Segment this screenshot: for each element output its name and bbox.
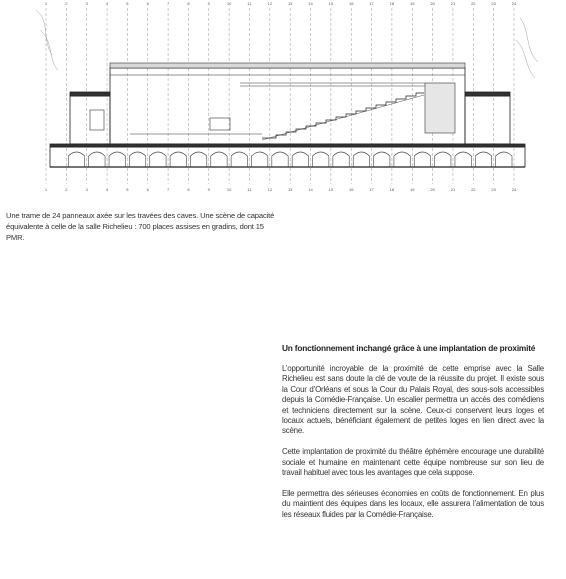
article-paragraph: L’opportunité incroyable de la proximité de cette emprise avec la Salle Richelieu est sans doute la clé de voute de la réussite du projet. Il existe sous la Cour d’Orléans et sous la Cour du Palais Royal, des sous-sols accessibles depuis la Comédie-Française. Un escalier permettra un accès des comédiens et techniciens directement sur la scène. Ceux-ci conservent leurs loges et locaux actuels, bénéficiant également de petites loges en lien direct avec la scène.	[282, 364, 544, 436]
axis-label-top: 18	[389, 1, 395, 6]
axis-label-bottom: 1	[44, 187, 48, 192]
basement-vault	[353, 152, 369, 167]
axis-label-top: 17	[369, 1, 374, 6]
basement-vault	[251, 152, 267, 167]
basement-vault	[394, 152, 410, 167]
basement-vault	[89, 152, 105, 167]
axis-label-top: 3	[85, 1, 88, 6]
axis-label-top: 22	[471, 1, 476, 6]
axis-label-top: 12	[267, 1, 273, 6]
axis-label-top: 5	[126, 1, 129, 6]
axis-labels-bottom	[45, 187, 517, 192]
axis-label-top: 20	[430, 1, 435, 6]
basement-vault	[292, 152, 308, 167]
axis-label-bottom: 8	[187, 187, 190, 192]
basement-vault	[231, 152, 247, 167]
basement-vault	[435, 152, 451, 167]
basement-vault	[150, 152, 166, 167]
building-section-drawing	[30, 0, 545, 195]
axis-label-bottom: 24	[511, 187, 517, 192]
axis-label-top: 10	[226, 1, 232, 6]
axis-label-top: 14	[308, 1, 313, 6]
axis-label-bottom: 19	[410, 187, 415, 192]
drawing-caption	[6, 210, 278, 243]
axis-label-top: 23	[491, 1, 496, 6]
axis-label-bottom: 2	[65, 187, 68, 192]
axis-label-bottom: 6	[146, 187, 149, 192]
basement-vault	[211, 152, 227, 167]
article-paragraph: Cette implantation de proximité du théâtre éphémère encourage une durabilité sociale et humaine en maintenant cette équipe nombreuse sur son lieu de travail habituel avec tous les avantages que cela suppose.	[282, 447, 544, 478]
axis-label-bottom: 9	[207, 187, 210, 192]
basement-vault	[313, 152, 329, 167]
axis-label-bottom: 10	[226, 187, 232, 192]
axis-label-bottom: 11	[247, 187, 252, 192]
article-paragraph: Elle permettra des sérieuses économies en coûts de fonctionnement. En plus du maintient des équipes dans les locaux, elle assurera l’alimentation de tous les réseaux fluides par la Comédie-Française.	[282, 489, 544, 519]
axis-label-top: 2	[65, 1, 68, 6]
stage-area	[90, 110, 262, 134]
basement-vault	[455, 152, 471, 167]
axis-label-top: 11	[247, 1, 252, 6]
axis-label-bottom: 16	[348, 187, 354, 192]
axis-label-bottom: 3	[85, 187, 88, 192]
axis-label-top: 1	[44, 1, 48, 6]
axis-label-bottom: 15	[328, 187, 334, 192]
axis-label-bottom: 23	[491, 187, 496, 192]
axis-label-bottom: 21	[450, 187, 456, 192]
basement-vault	[374, 152, 390, 167]
upper-balcony	[240, 83, 455, 133]
basement-vault	[170, 152, 186, 167]
axis-label-top: 8	[187, 1, 190, 6]
axis-label-bottom: 5	[126, 187, 129, 192]
basement-vault	[129, 152, 145, 167]
axis-labels-top	[45, 1, 517, 6]
basement-vault	[190, 152, 206, 167]
axis-label-bottom: 12	[267, 187, 273, 192]
caption-text: Une trame de 24 panneaux axée sur les travées des caves. Une scène de capacité équivalente à celle de la salle Richelieu : 700 places assises en gradins, dont 15 PMR.	[6, 211, 275, 242]
article-section	[282, 343, 544, 531]
axis-label-bottom: 17	[369, 187, 374, 192]
basement-vault	[414, 152, 430, 167]
axis-label-top: 4	[105, 1, 109, 6]
axis-label-bottom: 20	[430, 187, 435, 192]
basement-vault	[475, 152, 491, 167]
axis-label-top: 13	[287, 1, 293, 6]
axis-label-top: 24	[511, 1, 517, 6]
axis-label-top: 15	[328, 1, 334, 6]
article-heading: Un fonctionnement inchangé grâce à une implantation de proximité	[282, 343, 536, 353]
basement-vault	[496, 152, 512, 167]
axis-label-bottom: 13	[287, 187, 293, 192]
axis-label-top: 6	[146, 1, 149, 6]
axis-label-bottom: 4	[105, 187, 109, 192]
basement-vault	[333, 152, 349, 167]
axis-label-top: 16	[348, 1, 354, 6]
axis-label-top: 19	[410, 1, 415, 6]
axis-label-bottom: 7	[166, 187, 170, 192]
axis-label-bottom: 14	[308, 187, 313, 192]
basement-vault	[272, 152, 288, 167]
seating-tiers	[262, 93, 424, 140]
axis-label-top: 9	[207, 1, 210, 6]
axis-label-bottom: 18	[389, 187, 395, 192]
basement-vault	[109, 152, 125, 167]
basement-vault	[68, 152, 84, 167]
axis-label-top: 7	[166, 1, 170, 6]
trees-right	[516, 18, 538, 78]
axis-label-bottom: 22	[471, 187, 476, 192]
trees-left	[36, 10, 58, 70]
axis-label-top: 21	[450, 1, 456, 6]
